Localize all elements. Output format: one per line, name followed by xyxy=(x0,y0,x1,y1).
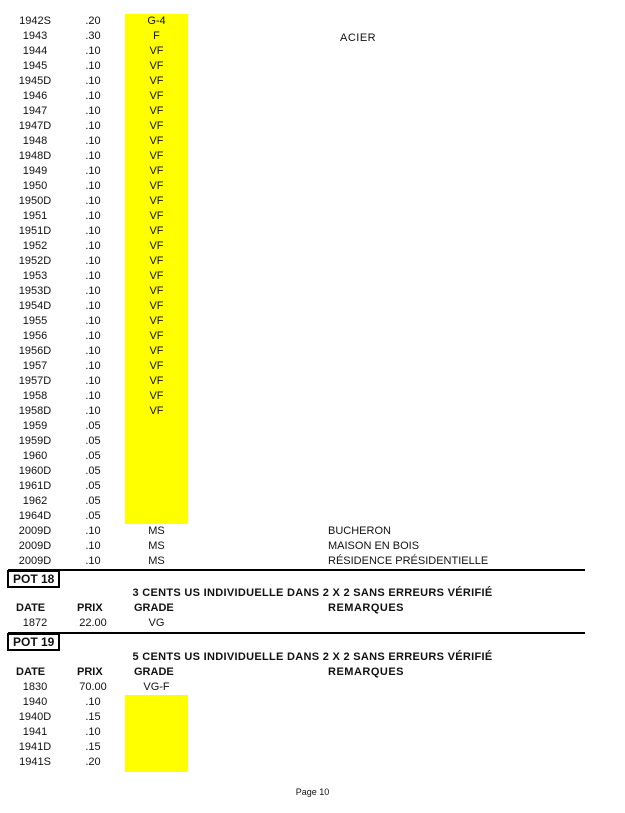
date-cell: 1945D xyxy=(18,75,52,87)
date-cell: 1960 xyxy=(22,450,48,462)
table-row xyxy=(0,194,625,209)
prix-cell: .05 xyxy=(85,495,101,507)
date-cell: 1959D xyxy=(18,435,52,447)
grade-cell: VF xyxy=(149,135,164,147)
grade-cell: VF xyxy=(149,60,164,72)
prix-cell: .05 xyxy=(85,435,101,447)
pot19-header-remarques: REMARQUES xyxy=(328,666,405,678)
pot18-header-remarques: REMARQUES xyxy=(328,602,405,614)
grade-cell: VF xyxy=(149,405,164,417)
prix-cell: .05 xyxy=(85,480,101,492)
date-cell: 1946 xyxy=(22,90,48,102)
table-row xyxy=(0,344,625,359)
table-row xyxy=(0,179,625,194)
pot19-header-date: DATE xyxy=(16,666,46,678)
remark-acier: ACIER xyxy=(340,32,377,44)
prix-cell: .10 xyxy=(85,345,101,357)
prix-cell: .30 xyxy=(85,30,101,42)
prix-cell: .10 xyxy=(85,210,101,222)
remarque-cell: RÉSIDENCE PRÉSIDENTIELLE xyxy=(328,555,489,567)
table-row xyxy=(0,710,625,725)
pot18-label: POT 18 xyxy=(7,570,60,588)
prix-cell: .05 xyxy=(85,510,101,522)
table-row xyxy=(0,524,625,539)
date-cell: 1950 xyxy=(22,180,48,192)
grade-cell: MS xyxy=(148,525,165,537)
prix-cell: .05 xyxy=(85,450,101,462)
table-row xyxy=(0,374,625,389)
divider-pot18 xyxy=(8,569,585,571)
date-cell: 1941D xyxy=(18,741,52,753)
table-row xyxy=(0,464,625,479)
date-cell: 1941 xyxy=(22,726,48,738)
date-cell: 1961D xyxy=(18,480,52,492)
date-cell: 1830 xyxy=(22,681,48,693)
grade-cell: VF xyxy=(149,375,164,387)
grade-cell: VF xyxy=(149,90,164,102)
date-cell: 1948 xyxy=(22,135,48,147)
prix-cell: .10 xyxy=(85,135,101,147)
prix-cell: .10 xyxy=(85,255,101,267)
date-cell: 1952D xyxy=(18,255,52,267)
prix-cell: .10 xyxy=(85,405,101,417)
date-cell: 1954D xyxy=(18,300,52,312)
table-row xyxy=(0,254,625,269)
grade-cell: VF xyxy=(149,360,164,372)
grade-cell: VF xyxy=(149,180,164,192)
prix-cell: .05 xyxy=(85,465,101,477)
grade-cell: VF xyxy=(149,270,164,282)
prix-cell: .10 xyxy=(85,165,101,177)
date-cell: 2009D xyxy=(18,525,52,537)
grade-cell: F xyxy=(153,30,160,42)
grade-cell: VG xyxy=(148,617,165,629)
pot18-header-grade: GRADE xyxy=(134,602,174,614)
date-cell: 1944 xyxy=(22,45,48,57)
table-row xyxy=(0,680,625,695)
pot19-title: 5 CENTS US INDIVIDUELLE DANS 2 X 2 SANS ERREURS VÉRIFIÉ xyxy=(132,651,493,663)
date-cell: 1872 xyxy=(22,617,48,629)
grade-cell: VF xyxy=(149,240,164,252)
date-cell: 1957 xyxy=(22,360,48,372)
table-row xyxy=(0,389,625,404)
table-row xyxy=(0,494,625,509)
divider-pot19 xyxy=(8,632,585,634)
table-row xyxy=(0,509,625,524)
table-row xyxy=(0,329,625,344)
table-row xyxy=(0,479,625,494)
date-cell: 1955 xyxy=(22,315,48,327)
date-cell: 1948D xyxy=(18,150,52,162)
date-cell: 2009D xyxy=(18,555,52,567)
grade-cell: VF xyxy=(149,120,164,132)
grade-cell: VF xyxy=(149,330,164,342)
table-row xyxy=(0,434,625,449)
date-cell: 1947 xyxy=(22,105,48,117)
grade-cell: G-4 xyxy=(147,15,166,27)
table-row xyxy=(0,616,625,631)
date-cell: 1953 xyxy=(22,270,48,282)
remarque-cell: BUCHERON xyxy=(328,525,391,537)
date-cell: 1956 xyxy=(22,330,48,342)
prix-cell: 70.00 xyxy=(79,681,107,693)
table-row xyxy=(0,419,625,434)
prix-cell: .10 xyxy=(85,285,101,297)
table-row xyxy=(0,104,625,119)
prix-cell: .10 xyxy=(85,225,101,237)
date-cell: 1959 xyxy=(22,420,48,432)
date-cell: 1945 xyxy=(22,60,48,72)
prix-cell: .10 xyxy=(85,105,101,117)
grade-cell: VF xyxy=(149,315,164,327)
prix-cell: .10 xyxy=(85,60,101,72)
table-row xyxy=(0,134,625,149)
date-cell: 1952 xyxy=(22,240,48,252)
date-cell: 1941S xyxy=(19,756,51,768)
prix-cell: .10 xyxy=(85,726,101,738)
table-row xyxy=(0,314,625,329)
table-row xyxy=(0,539,625,554)
prix-cell: .10 xyxy=(85,696,101,708)
date-cell: 1951D xyxy=(18,225,52,237)
pot18-title: 3 CENTS US INDIVIDUELLE DANS 2 X 2 SANS ERREURS VÉRIFIÉ xyxy=(132,587,493,599)
prix-cell: .10 xyxy=(85,150,101,162)
date-cell: 2009D xyxy=(18,540,52,552)
grade-cell: VF xyxy=(149,150,164,162)
grade-cell: MS xyxy=(148,540,165,552)
date-cell: 1956D xyxy=(18,345,52,357)
grade-cell: VG-F xyxy=(143,681,170,693)
table-row xyxy=(0,119,625,134)
prix-cell: .10 xyxy=(85,195,101,207)
table-row xyxy=(0,755,625,770)
table-row xyxy=(0,449,625,464)
prix-cell: 22.00 xyxy=(79,617,107,629)
table-row xyxy=(0,284,625,299)
pot19-label: POT 19 xyxy=(7,633,60,651)
pot19-header-prix: PRIX xyxy=(77,666,103,678)
table-row xyxy=(0,404,625,419)
prix-cell: .10 xyxy=(85,540,101,552)
grade-cell: VF xyxy=(149,165,164,177)
pot18-header-date: DATE xyxy=(16,602,46,614)
table-row xyxy=(0,44,625,59)
table-row xyxy=(0,224,625,239)
date-cell: 1940 xyxy=(22,696,48,708)
table-row xyxy=(0,29,625,44)
table-row xyxy=(0,359,625,374)
prix-cell: .10 xyxy=(85,300,101,312)
date-cell: 1958D xyxy=(18,405,52,417)
prix-cell: .10 xyxy=(85,270,101,282)
date-cell: 1940D xyxy=(18,711,52,723)
table-row xyxy=(0,149,625,164)
table-row xyxy=(0,299,625,314)
pot19-header-grade: GRADE xyxy=(134,666,174,678)
grade-cell: VF xyxy=(149,195,164,207)
grade-cell: VF xyxy=(149,300,164,312)
table-row xyxy=(0,59,625,74)
prix-cell: .10 xyxy=(85,525,101,537)
grade-cell: VF xyxy=(149,210,164,222)
table-row xyxy=(0,89,625,104)
date-cell: 1960D xyxy=(18,465,52,477)
page-number: Page 10 xyxy=(295,787,330,797)
prix-cell: .10 xyxy=(85,120,101,132)
table-row xyxy=(0,725,625,740)
date-cell: 1943 xyxy=(22,30,48,42)
prix-cell: .10 xyxy=(85,315,101,327)
date-cell: 1950D xyxy=(18,195,52,207)
grade-cell: MS xyxy=(148,555,165,567)
table-row xyxy=(0,695,625,710)
prix-cell: .15 xyxy=(85,711,101,723)
date-cell: 1942S xyxy=(19,15,51,27)
pot18-header-prix: PRIX xyxy=(77,602,103,614)
table-row xyxy=(0,14,625,29)
prix-cell: .20 xyxy=(85,15,101,27)
prix-cell: .10 xyxy=(85,180,101,192)
date-cell: 1953D xyxy=(18,285,52,297)
remarque-cell: MAISON EN BOIS xyxy=(328,540,420,552)
grade-cell: VF xyxy=(149,45,164,57)
table-row xyxy=(0,740,625,755)
prix-cell: .10 xyxy=(85,240,101,252)
table-row xyxy=(0,269,625,284)
table-row xyxy=(0,74,625,89)
prix-cell: .10 xyxy=(85,390,101,402)
prix-cell: .10 xyxy=(85,375,101,387)
date-cell: 1958 xyxy=(22,390,48,402)
date-cell: 1949 xyxy=(22,165,48,177)
prix-cell: .10 xyxy=(85,75,101,87)
prix-cell: .10 xyxy=(85,45,101,57)
date-cell: 1962 xyxy=(22,495,48,507)
date-cell: 1947D xyxy=(18,120,52,132)
grade-cell: VF xyxy=(149,345,164,357)
prix-cell: .10 xyxy=(85,330,101,342)
date-cell: 1951 xyxy=(22,210,48,222)
grade-cell: VF xyxy=(149,225,164,237)
prix-cell: .10 xyxy=(85,555,101,567)
table-row xyxy=(0,164,625,179)
prix-cell: .15 xyxy=(85,741,101,753)
grade-cell: VF xyxy=(149,390,164,402)
table-row xyxy=(0,554,625,569)
grade-cell: VF xyxy=(149,285,164,297)
prix-cell: .20 xyxy=(85,756,101,768)
grade-cell: VF xyxy=(149,75,164,87)
table-row xyxy=(0,239,625,254)
table-row xyxy=(0,209,625,224)
prix-cell: .10 xyxy=(85,90,101,102)
grade-cell: VF xyxy=(149,255,164,267)
grade-cell: VF xyxy=(149,105,164,117)
date-cell: 1964D xyxy=(18,510,52,522)
date-cell: 1957D xyxy=(18,375,52,387)
prix-cell: .10 xyxy=(85,360,101,372)
prix-cell: .05 xyxy=(85,420,101,432)
